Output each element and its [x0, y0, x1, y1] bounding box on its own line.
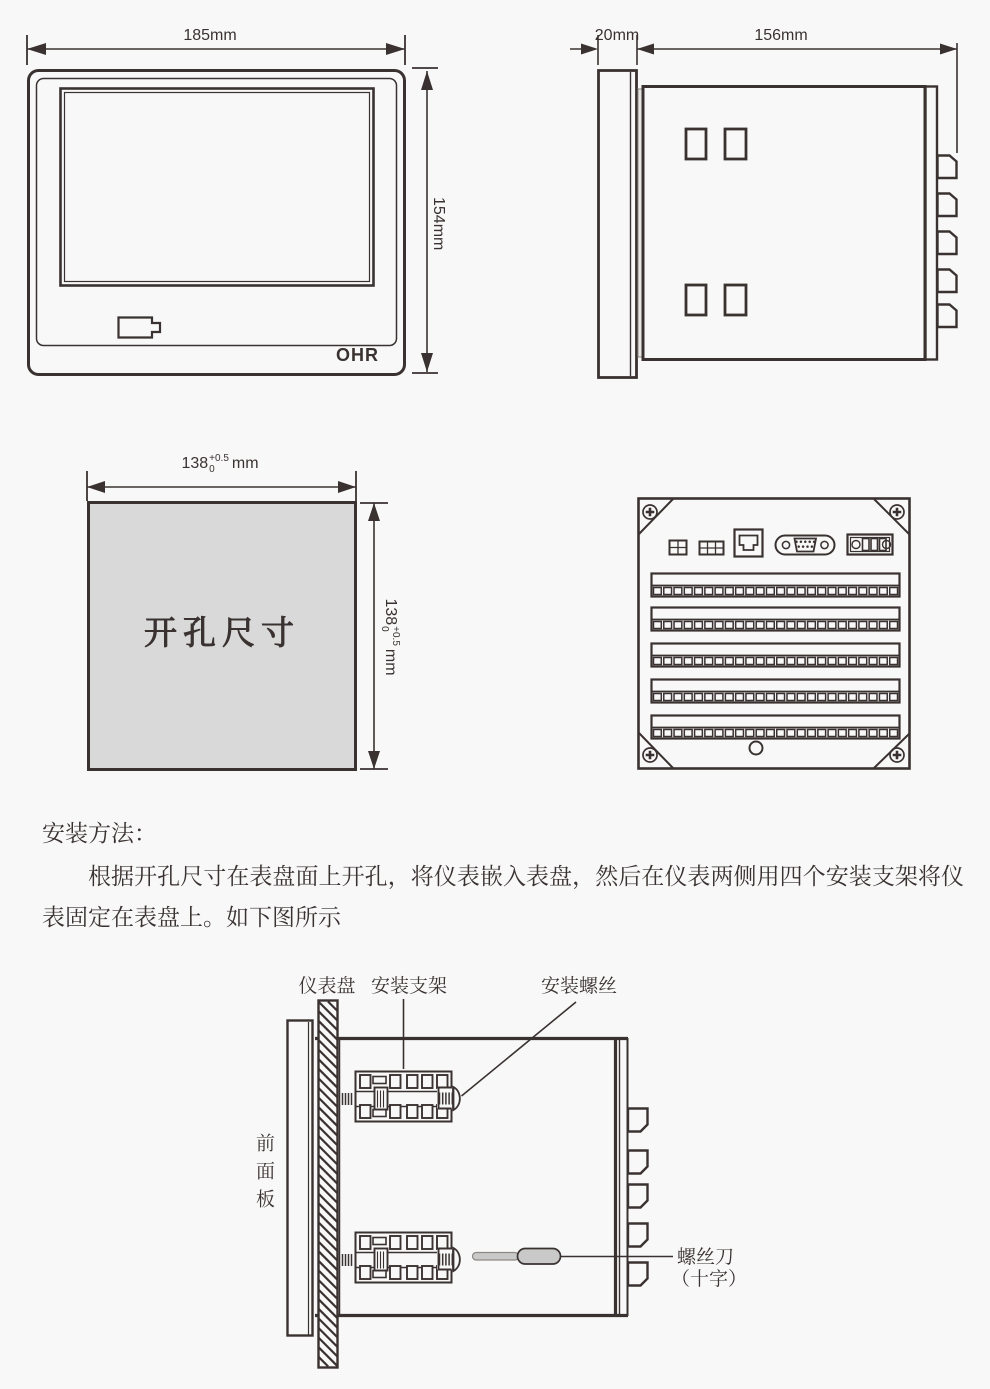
- db9-serial-port-icon: [776, 536, 835, 555]
- terminal-teeth-profile: [938, 156, 957, 328]
- install-method-heading: 安装方法：: [42, 820, 157, 846]
- mounting-bracket-top: [343, 1072, 460, 1122]
- panel-label: 仪表盘: [298, 976, 356, 997]
- screw-leader-line: [462, 1002, 577, 1096]
- cutout-height-dimension: 138 +0.5 0 mm: [379, 598, 401, 676]
- side-body-dimension: 156mm: [754, 27, 808, 44]
- screwdriver-type-label: （十字）: [671, 1269, 748, 1290]
- side-view-drawing: [570, 35, 957, 378]
- instrument-body-profile: [643, 87, 925, 360]
- terminal-strips: [652, 574, 900, 739]
- front-height-dimension: 154mm: [430, 197, 447, 251]
- side-depth-dimension: 20mm: [594, 27, 640, 44]
- install-method-paragraph: 根据开孔尺寸在表盘面上开孔，将仪表嵌入表盘，然后在仪表两侧用四个安装支架将仪表固定在表盘上。如下图所示: [42, 863, 964, 930]
- usb-slot-icon: [119, 318, 161, 338]
- ground-hole: [750, 742, 763, 755]
- screw-label: 安装螺丝: [540, 976, 617, 997]
- screwdriver-label: 螺丝刀: [677, 1247, 735, 1268]
- small-connector-icon: [670, 541, 687, 555]
- vent-holes: [686, 129, 746, 315]
- screwdriver-icon: [473, 1249, 561, 1265]
- cutout-title: 开孔尺寸: [144, 616, 300, 652]
- cutout-width-dimension: 138 +0.5 0 mm: [181, 453, 259, 475]
- power-terminal-icon: [848, 535, 893, 555]
- front-width-dimension: 185mm: [183, 27, 237, 44]
- rj45-port-icon: [735, 530, 763, 557]
- display-screen: [61, 89, 374, 286]
- instrument-panel-hatched: [319, 1001, 338, 1368]
- installation-diagram: [288, 999, 674, 1368]
- back-panel-drawing: [639, 499, 910, 769]
- front-panel-label: 前面板: [253, 1133, 274, 1217]
- terminal-teeth-profile: [628, 1109, 648, 1286]
- bracket-label: 安装支架: [370, 976, 447, 997]
- brand-logo: OHR: [336, 345, 379, 365]
- corner-screw-icons: [643, 505, 904, 762]
- triple-connector-icon: [700, 542, 724, 555]
- front-view-drawing: [27, 35, 438, 375]
- mounting-bracket-bottom: [343, 1233, 460, 1283]
